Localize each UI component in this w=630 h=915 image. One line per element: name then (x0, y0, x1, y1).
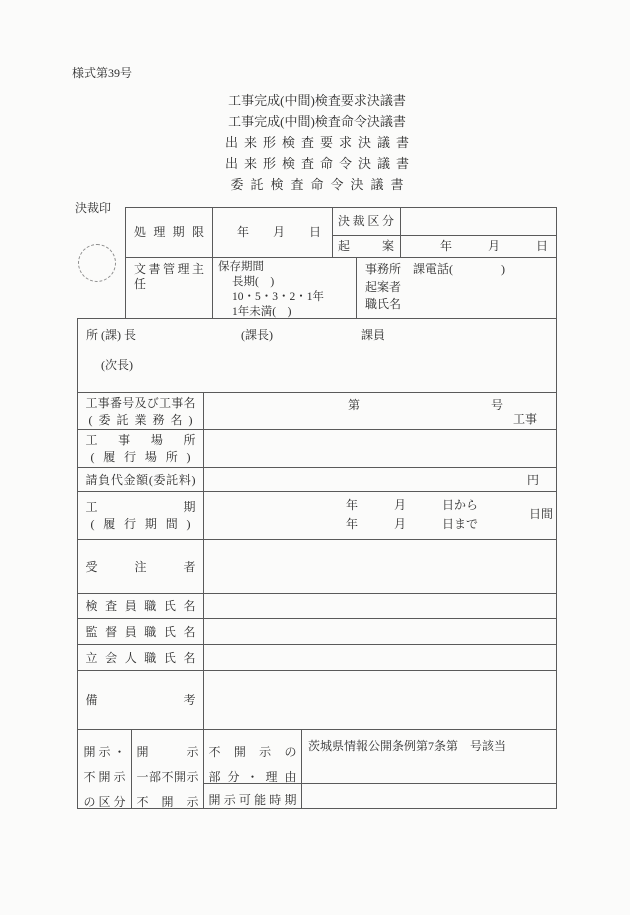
nondisclosure-reason-line: 部分・理由 (208, 770, 297, 784)
inspector-label: 検査員職氏名 (85, 599, 196, 613)
row-remarks (78, 671, 556, 730)
title-line-2: 工事完成(中間)検査命令決議書 (228, 114, 406, 129)
draft-date-cell (400, 235, 556, 257)
draft-label: 起案 (338, 238, 394, 253)
period-to-placeholder: 年 月 日まで (346, 517, 479, 531)
location-label-cell (78, 430, 204, 467)
retention-title: 保存期間 (218, 261, 264, 273)
row-location (78, 430, 556, 468)
approval-stamp-circle (78, 244, 116, 282)
nondisclosure-reason-line: 不開示の (208, 745, 297, 759)
row-inspector (78, 594, 556, 619)
ordinance-cell (302, 730, 556, 808)
remarks-label: 備考 (85, 693, 196, 707)
supervisor-value-cell (204, 619, 556, 644)
disclosure-period-label: 開示可能時期 (208, 793, 297, 807)
period-from-placeholder: 年 月 日から (346, 498, 479, 512)
approval-category-label: 決裁区分 (338, 214, 394, 228)
disclosure-period-value-cell (302, 784, 556, 808)
inspector-label-cell (78, 594, 204, 618)
work-name-label-cell (78, 393, 204, 429)
work-name-label: 工事番号及び工事名 (85, 395, 196, 410)
amount-unit-yen: 円 (526, 473, 539, 487)
main-form-table (77, 318, 557, 809)
period-label: 工期 (85, 500, 196, 514)
approval-category-cell (332, 208, 400, 235)
draft-date-placeholder: 年 月 日 (439, 238, 548, 253)
performance-location-label: (履行場所) (90, 450, 191, 464)
deadline-date-placeholder: 年 月 日 (236, 225, 321, 239)
disclosure-option-full: 開示 (136, 745, 199, 759)
contractor-label: 受注者 (85, 559, 196, 574)
period-value-cell (204, 492, 556, 539)
work-number-prefix: 第 (348, 398, 361, 412)
contractor-value-cell (204, 540, 556, 593)
witness-value-cell (204, 645, 556, 670)
supervisor-label-cell (78, 619, 204, 644)
commission-name-label: (委託業務名) (88, 412, 193, 427)
processing-deadline-cell (126, 208, 212, 257)
work-name-value-cell (204, 393, 556, 429)
row-amount (78, 468, 556, 492)
retention-years: 10・5・3・2・1年 (232, 291, 324, 303)
period-days-label: 日間 (529, 507, 554, 521)
work-unit-label: 工事 (512, 412, 537, 426)
disclosure-category-line: 不開示 (83, 770, 126, 784)
approval-stamp-label: 決裁印 (75, 201, 112, 215)
disclosure-category-cell (78, 730, 132, 808)
form-number: 様式第39号 (72, 66, 133, 80)
location-label: 工事場所 (85, 433, 196, 447)
contractor-label-cell (78, 540, 204, 593)
disclosure-period-label-cell (204, 784, 301, 813)
disclosure-option-partial: 一部不開示 (136, 770, 199, 784)
drafter-name-label: 職氏名 (365, 297, 402, 311)
disclosure-options-cell (132, 730, 204, 808)
office-phone-line: 事務所 課電話( ) (365, 262, 505, 276)
nondisclosure-label-cell (204, 730, 302, 808)
title-line-4: 出来形検査命令決議書 (224, 156, 415, 171)
row-supervisor (78, 619, 556, 645)
period-label-cell (78, 492, 204, 539)
inspector-value-cell (204, 594, 556, 618)
supervisor-label: 監督員職氏名 (85, 624, 196, 639)
office-drafter-cell (356, 257, 556, 318)
retention-under-one-year: 1年未満( ) (232, 306, 292, 318)
drafter-label: 起案者 (365, 279, 402, 294)
ordinance-reason-cell (302, 730, 556, 784)
disclosure-category-line: の区分 (83, 795, 126, 809)
processing-deadline-date (212, 208, 332, 257)
row-period (78, 492, 556, 540)
row-section-chiefs (78, 319, 556, 393)
remarks-label-cell (78, 671, 204, 729)
draft-cell (332, 235, 400, 257)
staff-member-label: 課員 (361, 328, 386, 342)
document-manager-cell (126, 257, 212, 318)
row-work-name (78, 393, 556, 430)
title-line-3: 出来形検査要求決議書 (224, 135, 415, 150)
amount-label: 請負代金額(委託料) (85, 472, 196, 487)
ordinance-text: 茨城県情報公開条例第7条第 号該当 (308, 739, 507, 753)
row-contractor (78, 540, 556, 594)
nondisclosure-reason-label-cell (204, 730, 301, 784)
processing-deadline-label: 処理期限 (134, 225, 204, 239)
document-manager-label: 文書管理主任 (134, 262, 204, 291)
amount-value-cell (204, 468, 556, 491)
disclosure-option-none: 不開示 (136, 795, 199, 809)
retention-long-term: 長期( ) (232, 276, 275, 288)
row-disclosure (78, 730, 556, 808)
title-block (77, 90, 557, 195)
section-chief-label: (課長) (241, 328, 273, 342)
disclosure-category-line: 開示・ (83, 745, 126, 759)
amount-label-cell (78, 468, 204, 491)
approval-header-table (125, 207, 557, 319)
retention-period-cell (212, 257, 356, 318)
office-chief-label: 所 (課) 長 (86, 328, 136, 342)
witness-label-cell (78, 645, 204, 670)
location-value-cell (204, 430, 556, 467)
title-line-1: 工事完成(中間)検査要求決議書 (228, 93, 406, 108)
performance-period-label: (履行期間) (90, 517, 191, 531)
witness-label: 立会人職氏名 (85, 650, 196, 665)
remarks-value-cell (204, 671, 556, 729)
title-line-5: 委託検査命令決議書 (230, 177, 411, 192)
work-number-suffix: 号 (491, 398, 504, 412)
deputy-chief-label: (次長) (101, 358, 133, 372)
row-witness (78, 645, 556, 671)
